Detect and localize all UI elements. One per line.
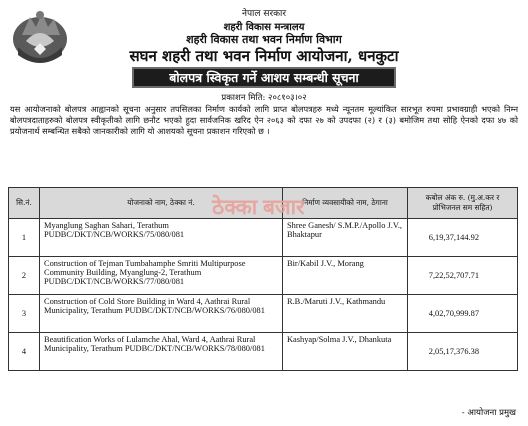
col-header-project: योजनाको नाम, ठेक्का नं. <box>40 188 283 219</box>
row-project: Construction of Tejman Tumbahamphe Smriti Multipurpose Community Building, Myanglung-2, Terathum PUDBC/DKT/NCB/WORKS/77/080/081 <box>40 257 283 295</box>
col-header-contractor: निर्माण व्यवसायीको नाम, ठेगाना <box>283 188 408 219</box>
ministry-name: शहरी विकास मन्त्रालय <box>223 22 305 33</box>
row-project: Myanglung Saghan Sahari, Terathum PUDBC/DKT/NCB/WORKS/75/080/081 <box>40 219 283 257</box>
table-row <box>9 219 518 257</box>
row-sn: 2 <box>9 257 40 295</box>
row-contractor: Shree Ganesh/ S.M.P./Apollo J.V., Bhaktapur <box>283 219 408 257</box>
publish-date: प्रकाशन मिति: २०८१०३।०२ <box>221 93 307 103</box>
watermark-logo: ठेक्का बजार <box>212 196 305 219</box>
notice-title: बोलपत्र स्विकृत गर्ने आशय सम्बन्धी सूचना <box>132 67 396 88</box>
table-row <box>9 257 518 295</box>
row-contractor: Bir/Kabil J.V., Morang <box>283 257 408 295</box>
row-contractor: Kashyap/Solma J.V., Dhankuta <box>283 333 408 371</box>
row-amount: 4,02,70,999.87 <box>408 295 518 333</box>
row-contractor: R.B./Maruti J.V., Kathmandu <box>283 295 408 333</box>
row-project: Construction of Cold Store Building in Ward 4, Aathrai Rural Municipality, Terathum PUDBC/DKT/NCB/WORKS/76/080/081 <box>40 295 283 333</box>
col-header-amount: कबोल अंक रु. (मु.अ.कर र प्रोभिजनल सम सहित) <box>408 188 518 219</box>
office-name: सघन शहरी तथा भवन निर्माण आयोजना, धनकुटा <box>129 47 399 65</box>
row-project: Beautification Works of Lulamche Ahal, Ward 4, Aathrai Rural Municipality, Terathum PUDBC/DKT/NCB/WORKS/78/080/081 <box>40 333 283 371</box>
row-amount: 7,22,52,707.71 <box>408 257 518 295</box>
signatory: - आयोजना प्रमुख <box>461 408 516 418</box>
department-name: शहरी विकास तथा भवन निर्माण विभाग <box>186 33 342 46</box>
table-row <box>9 295 518 333</box>
row-amount: 6,19,37,144.92 <box>408 219 518 257</box>
table-row <box>9 333 518 371</box>
intro-paragraph: यस आयोजनाको बोलपत्र आह्वानको सूचना अनुसार तपसिलका निर्माण कार्यको लागि प्राप्त बोलपत्रहरु मध्ये न्यूनतम मूल्यांकित सारभूत रुपमा प्रभावग्राही भएको निम्न बोलपत्रदाताहरुको बोलपत्र स्वीकृतीको लागि छनौट भएको हुदा सार्वजनिक खरिद ऐन २०६३ को दफा २७ को उपदफा (२) र (३) बमोजिम तथा सोहि ऐनको दफा ४७ को प्रयोजनार्थ सम्बन्धित सबैको जानकारीको लागि यो आशयको सूचना प्रकाशन गरिएको छ । <box>10 104 518 137</box>
row-amount: 2,05,17,376.38 <box>408 333 518 371</box>
government-name: नेपाल सरकार <box>241 9 287 19</box>
row-sn: 1 <box>9 219 40 257</box>
row-sn: 4 <box>9 333 40 371</box>
row-sn: 3 <box>9 295 40 333</box>
col-header-sn: सि.नं. <box>9 188 40 219</box>
